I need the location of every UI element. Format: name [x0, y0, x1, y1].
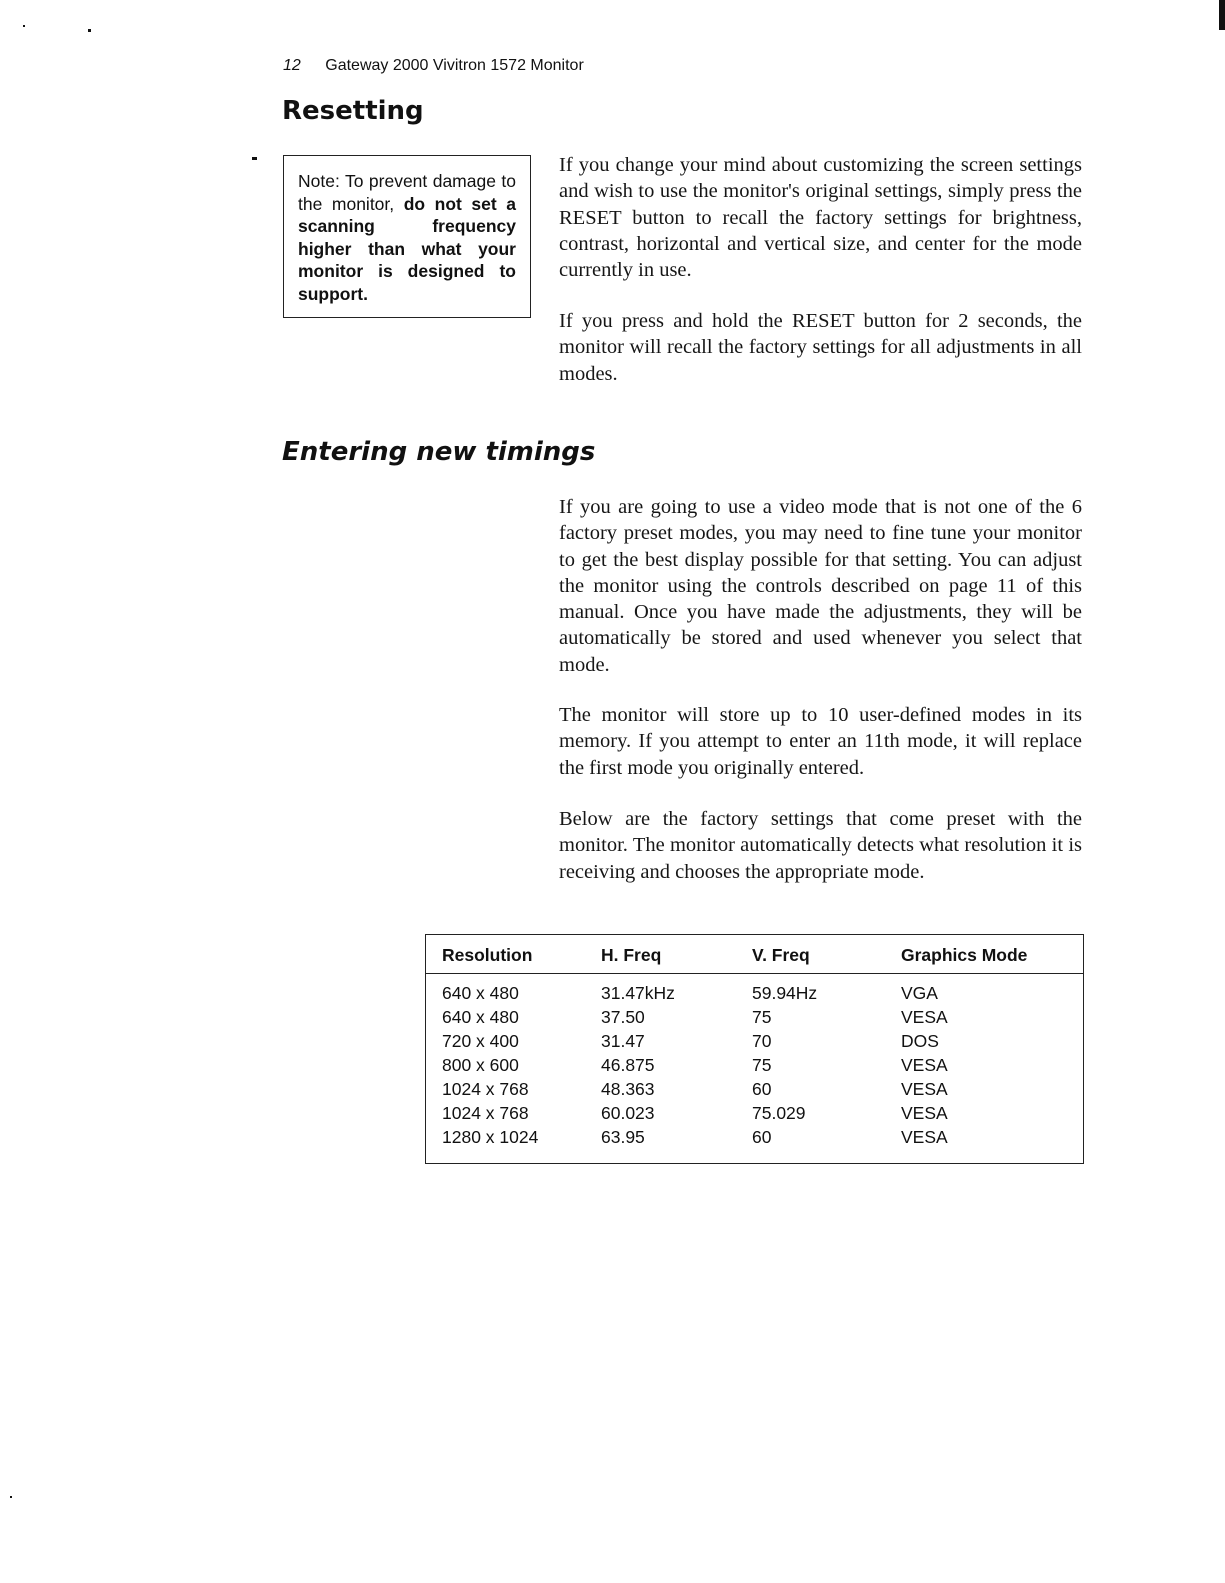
paragraph: Below are the factory settings that come preset with the monitor. The monitor automatically detects what resolution it is receiving and chooses the appropriate mode. [559, 808, 1082, 883]
paragraph: The monitor will store up to 10 user-defined modes in its memory. If you attempt to enter an 11th mode, it will replace the first mode you originally entered. [559, 704, 1082, 779]
table-row [426, 983, 1083, 1007]
table-row [426, 1007, 1083, 1031]
table-header [426, 935, 1083, 974]
cell-h-freq: 63.95 [601, 1127, 645, 1147]
column-header-v-freq: V. Freq [752, 945, 810, 965]
cell-resolution: 1024 x 768 [442, 1079, 529, 1099]
column-header-h-freq: H. Freq [601, 945, 662, 965]
cell-resolution: 1280 x 1024 [442, 1127, 539, 1147]
paragraph: If you are going to use a video mode that is not one of the 6 factory preset modes, you may need to fine tune your monitor to get the best display possible for that setting. You can adjust the monitor using the controls described on page 11 of this manual. Once you have made the adjustments, they will be automatically be stored and used whenever you select that mode. [559, 496, 1082, 676]
cell-h-freq: 46.875 [601, 1055, 655, 1075]
cell-v-freq: 75 [752, 1055, 772, 1075]
cell-v-freq: 75 [752, 1007, 772, 1027]
scan-dot [252, 157, 257, 160]
cell-graphics-mode: VGA [901, 983, 938, 1003]
cell-h-freq: 37.50 [601, 1007, 645, 1027]
cell-v-freq: 60 [752, 1127, 772, 1147]
scan-dot [88, 29, 91, 32]
scan-edge-mark [1219, 0, 1225, 30]
cell-v-freq: 59.94Hz [752, 983, 818, 1003]
note-text: To prevent damage to the monitor, [298, 171, 517, 214]
paragraph: If you change your mind about customizing the screen settings and wish to use the monitor's original settings, simply press the RESET button to recall the factory settings for brightness, contrast, horizontal and vertical size, and center for the mode currently in use. [559, 154, 1082, 282]
column-header-resolution: Resolution [442, 945, 533, 965]
section-heading-timings: Entering new timings [282, 437, 596, 467]
cell-h-freq: 60.023 [601, 1103, 655, 1123]
cell-graphics-mode: VESA [901, 1079, 948, 1099]
cell-graphics-mode: VESA [901, 1055, 948, 1075]
section-heading-resetting: Resetting [282, 96, 424, 126]
cell-graphics-mode: VESA [901, 1103, 948, 1123]
table-row [426, 1127, 1083, 1151]
table-row [426, 1079, 1083, 1103]
cell-resolution: 800 x 600 [442, 1055, 519, 1075]
cell-resolution: 720 x 400 [442, 1031, 519, 1051]
header-title: Gateway 2000 Vivitron 1572 Monitor [325, 57, 584, 74]
cell-graphics-mode: VESA [901, 1127, 948, 1147]
scan-dot [23, 25, 25, 27]
running-header [283, 57, 584, 75]
cell-resolution: 640 x 480 [442, 983, 519, 1003]
note-warning: do not set a scanning frequency higher than what your monitor is designed to support. [298, 193, 516, 304]
cell-v-freq: 75.029 [752, 1103, 806, 1123]
cell-h-freq: 31.47 [601, 1031, 645, 1051]
cell-h-freq: 48.363 [601, 1079, 655, 1099]
cell-resolution: 1024 x 768 [442, 1103, 529, 1123]
column-header-graphics-mode: Graphics Mode [901, 945, 1028, 965]
paragraph: If you press and hold the RESET button for 2 seconds, the monitor will recall the factory settings for all adjustments in all modes. [559, 310, 1082, 385]
page-number: 12 [283, 57, 301, 74]
table-row [426, 1103, 1083, 1127]
cell-graphics-mode: DOS [901, 1031, 939, 1051]
cell-h-freq: 31.47kHz [601, 983, 675, 1003]
table-body [426, 983, 1083, 1151]
table-row [426, 1055, 1083, 1079]
cell-v-freq: 70 [752, 1031, 772, 1051]
scan-dot [10, 1496, 12, 1498]
note-box [283, 155, 531, 318]
cell-graphics-mode: VESA [901, 1007, 948, 1027]
note-label: Note: [298, 171, 340, 191]
preset-modes-table [425, 934, 1084, 1164]
cell-v-freq: 60 [752, 1079, 772, 1099]
table-row [426, 1031, 1083, 1055]
cell-resolution: 640 x 480 [442, 1007, 519, 1027]
